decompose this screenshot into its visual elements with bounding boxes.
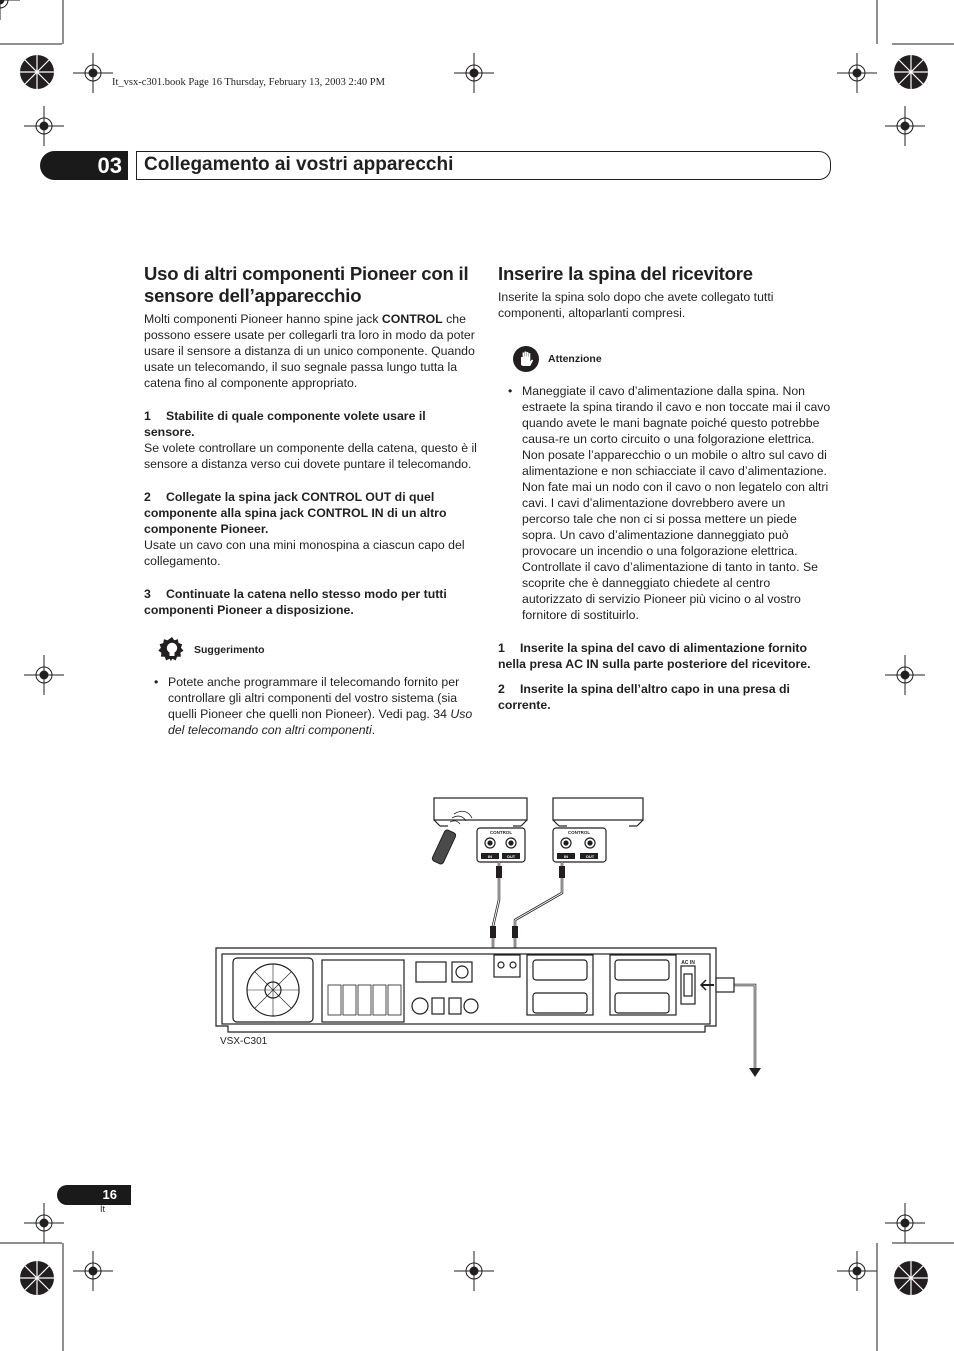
section-title-pioneer-sensor: Uso di altri componenti Pioneer con il sensore dell’apparecchio (144, 263, 469, 306)
right-column (498, 263, 832, 713)
tip-item: • Potete anche programmare il telecomando fornito per controllare gli altri componenti del vostro sistema (sia quelli Pioneer che quelli non Pioneer). Vedi pag. 34 Uso del telecomando con altri componenti. (168, 674, 478, 738)
plug-step-2: 2 Inserite la spina dell’altro capo in una presa di corrente. (498, 682, 790, 712)
step-2-body: Usate un cavo con una mini monospina a ciascun capo del collegamento. (144, 538, 465, 568)
control-panel-label-1: CONTROL (489, 830, 513, 835)
tip-header (144, 636, 478, 664)
tip-reference: Uso del telecomando con altri componenti (168, 707, 473, 737)
ac-in-label: AC IN (681, 960, 695, 966)
book-info-line: It_vsx-c301.book Page 16 Thursday, February 13, 2003 2:40 PM (112, 77, 385, 88)
step-3: 3 Continuate la catena nello stesso modo per tutti componenti Pioneer a disposizione. (144, 587, 447, 617)
step-2: 2 Collegate la spina jack CONTROL OUT di quel componente alla spina jack CONTROL IN di un altro componente Pioneer. (144, 490, 447, 536)
step-1-body: Se volete controllare un componente della catena, questo è il sensore a distanza verso cui dovete puntare il telecomando. (144, 441, 477, 471)
tip-list (144, 674, 478, 738)
lightbulb-icon (158, 636, 186, 664)
receiver-rear-panel (216, 948, 716, 1032)
jack-out-label-1: OUT (506, 854, 516, 859)
chapter-title: Collegamento ai vostri apparecchi (144, 154, 454, 175)
jack-in-label-2: IN (564, 854, 568, 859)
language-code: It (100, 1204, 106, 1214)
jack-out-label-2: OUT (585, 854, 595, 859)
plug-intro: Inserite la spina solo dopo che avete collegato tutti componenti, altoparlanti compresi. (498, 290, 774, 320)
step-1: 1 Stabilite di quale componente volete usare il sensore. (144, 409, 426, 439)
caution-list (498, 383, 832, 623)
page-number: 16 (102, 1187, 117, 1202)
control-keyword: CONTROL (381, 312, 443, 326)
caution-label: Attenzione (548, 353, 602, 365)
plug-step-1: 1 Inserite la spina del cavo di alimentazione fornito nella presa AC IN sulla parte posteriore del ricevitore. (498, 641, 811, 671)
tip-label: Suggerimento (194, 644, 265, 656)
jack-in-label-1: IN (488, 854, 492, 859)
left-column (144, 263, 478, 738)
receiver-model-label: VSX-C301 (220, 1036, 268, 1047)
section-title-plug-in: Inserire la spina del ricevitore (498, 263, 753, 284)
hand-caution-icon (512, 345, 540, 373)
caution-item: • Maneggiate il cavo d’alimentazione dalla spina. Non estraete la spina tirando il cavo e non toccate mai il cavo quando avete le mani bagnate poiché questo potrebbe causa-re un corto circuito o una folgorazione elettrica. Non posate l’apparecchio o un mobile o altro sul cavo di alimentazione e non schiacciate il cavo d’alimentazione. Non fate mai un nodo con il cavo o non legatelo con altri cavi. I cavi d’alimentazione dovrebbero avere un percorso tale che non ci si possa mettere un piede sopra. Un cavo d’alimentazione danneggiato può provocare un incendio o una folgorazione elettrica. Controllate il cavo d’alimentazione di tanto in tanto. Se scoprite che è danneggiato chiedete al centro autorizzato di servizio Pioneer più vicino o al vostro fornitore di sostituirlo. (522, 383, 832, 623)
connection-diagram (200, 790, 780, 1090)
intro-paragraph: Molti componenti Pioneer hanno spine jack CONTROL che possono essere usate per collegarli tra loro in modo da poter usare il sensore a distanza di un unico componente. Quando usate un telecomando, il suo segnale passa lungo tutta la catena fino al componente appropriato. (144, 312, 475, 390)
pioneer-component-2 (553, 798, 643, 862)
chapter-number: 03 (40, 151, 128, 180)
control-panel-label-2: CONTROL (567, 830, 591, 835)
caution-header (498, 345, 832, 373)
